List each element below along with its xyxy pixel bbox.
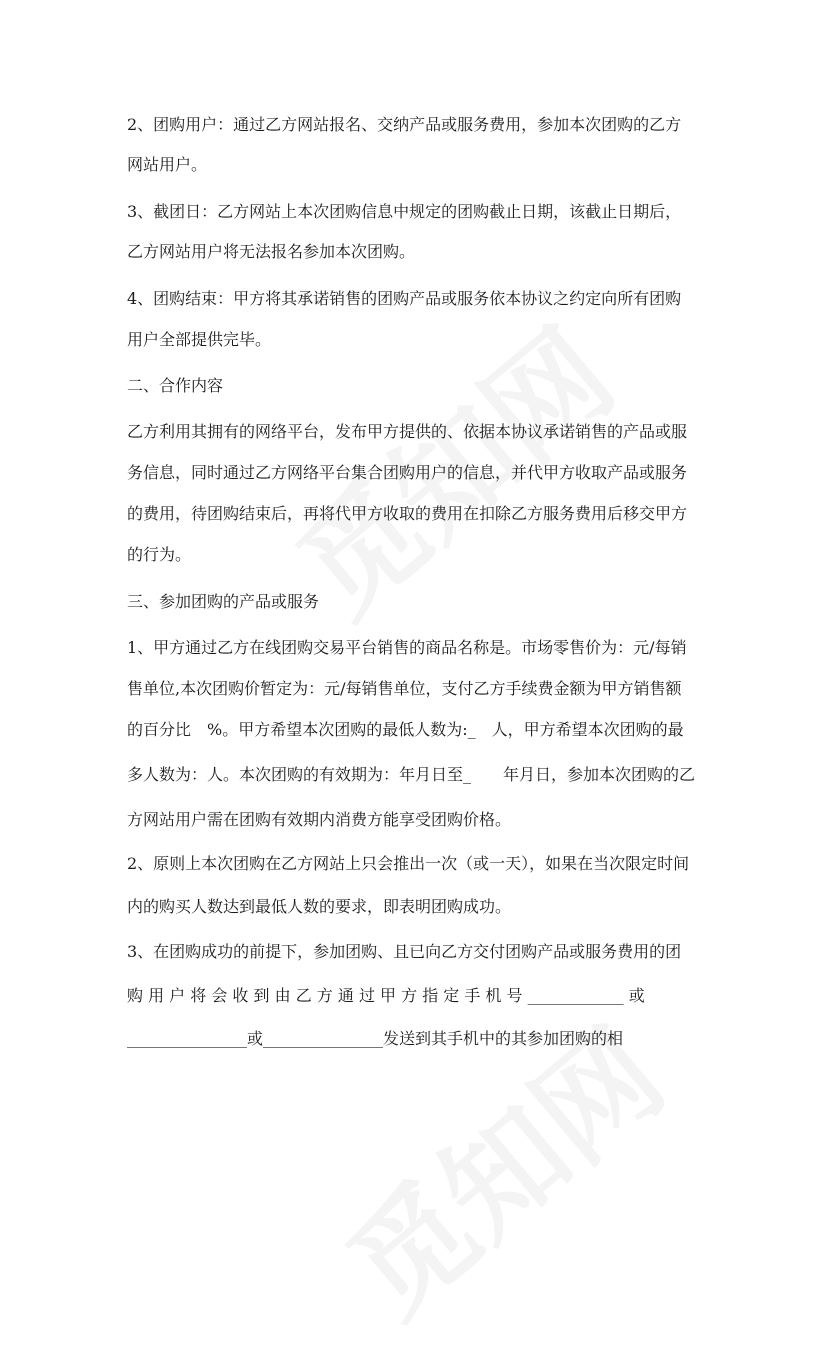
paragraph-line: 3、在团购成功的前提下，参加团购、且已向乙方交付团购产品或服务费用的团: [127, 942, 682, 961]
paragraph-line: 的费用，待团购结束后，再将代甲方收取的费用在扣除乙方服务费用后移交甲方: [127, 504, 688, 523]
paragraph-line: 售单位,本次团购价暂定为：元/每销售单位，支付乙方手续费金额为甲方销售额: [127, 679, 682, 698]
paragraph-line: 多人数为：人。本次团购的有效期为：年月日至_ 年月日，参加本次团购的乙: [127, 765, 696, 784]
paragraph-line: 4、团购结束：甲方将其承诺销售的团购产品或服务依本协议之约定向所有团购: [127, 289, 682, 308]
paragraph-line: 的行为。: [127, 545, 192, 564]
paragraph-line: 1、甲方通过乙方在线团购交易平台销售的商品名称是。市场零售价为：元/每销: [127, 638, 687, 657]
paragraph-line: 乙方网站用户将无法报名参加本次团购。: [127, 242, 416, 261]
paragraph-line: 购 用 户 将 会 收 到 由 乙 方 通 过 甲 方 指 定 手 机 号 ____________ 或: [127, 986, 645, 1005]
paragraph-line: 网站用户。: [127, 155, 208, 174]
paragraph-line: 的百分比 %。甲方希望本次团购的最低人数为:_ 人，甲方希望本次团购的最: [127, 720, 684, 739]
paragraph-line: 2、团购用户：通过乙方网站报名、交纳产品或服务费用，参加本次团购的乙方: [127, 115, 682, 134]
section-heading: 二、合作内容: [127, 376, 224, 395]
paragraph-line: 方网站用户需在团购有效期内消费方能享受团购价格。: [127, 810, 512, 829]
paragraph-line: 乙方利用其拥有的网络平台，发布甲方提供的、依据本协议承诺销售的产品或服: [127, 422, 688, 441]
paragraph-line: 用户全部提供完毕。: [127, 330, 272, 349]
paragraph-line: 内的购买人数达到最低人数的要求，即表明团购成功。: [127, 897, 512, 916]
paragraph-line: 务信息，同时通过乙方网络平台集合团购用户的信息，并代甲方收取产品或服务: [127, 463, 688, 482]
paragraph-line: _______________或_______________发送到其手机中的其参加团购的相: [127, 1029, 624, 1048]
section-heading: 三、参加团购的产品或服务: [127, 592, 320, 611]
paragraph-line: 3、截团日：乙方网站上本次团购信息中规定的团购截止日期，该截止日期后，: [127, 202, 682, 221]
paragraph-line: 2、原则上本次团购在乙方网站上只会推出一次（或一天），如果在当次限定时间: [127, 854, 690, 873]
